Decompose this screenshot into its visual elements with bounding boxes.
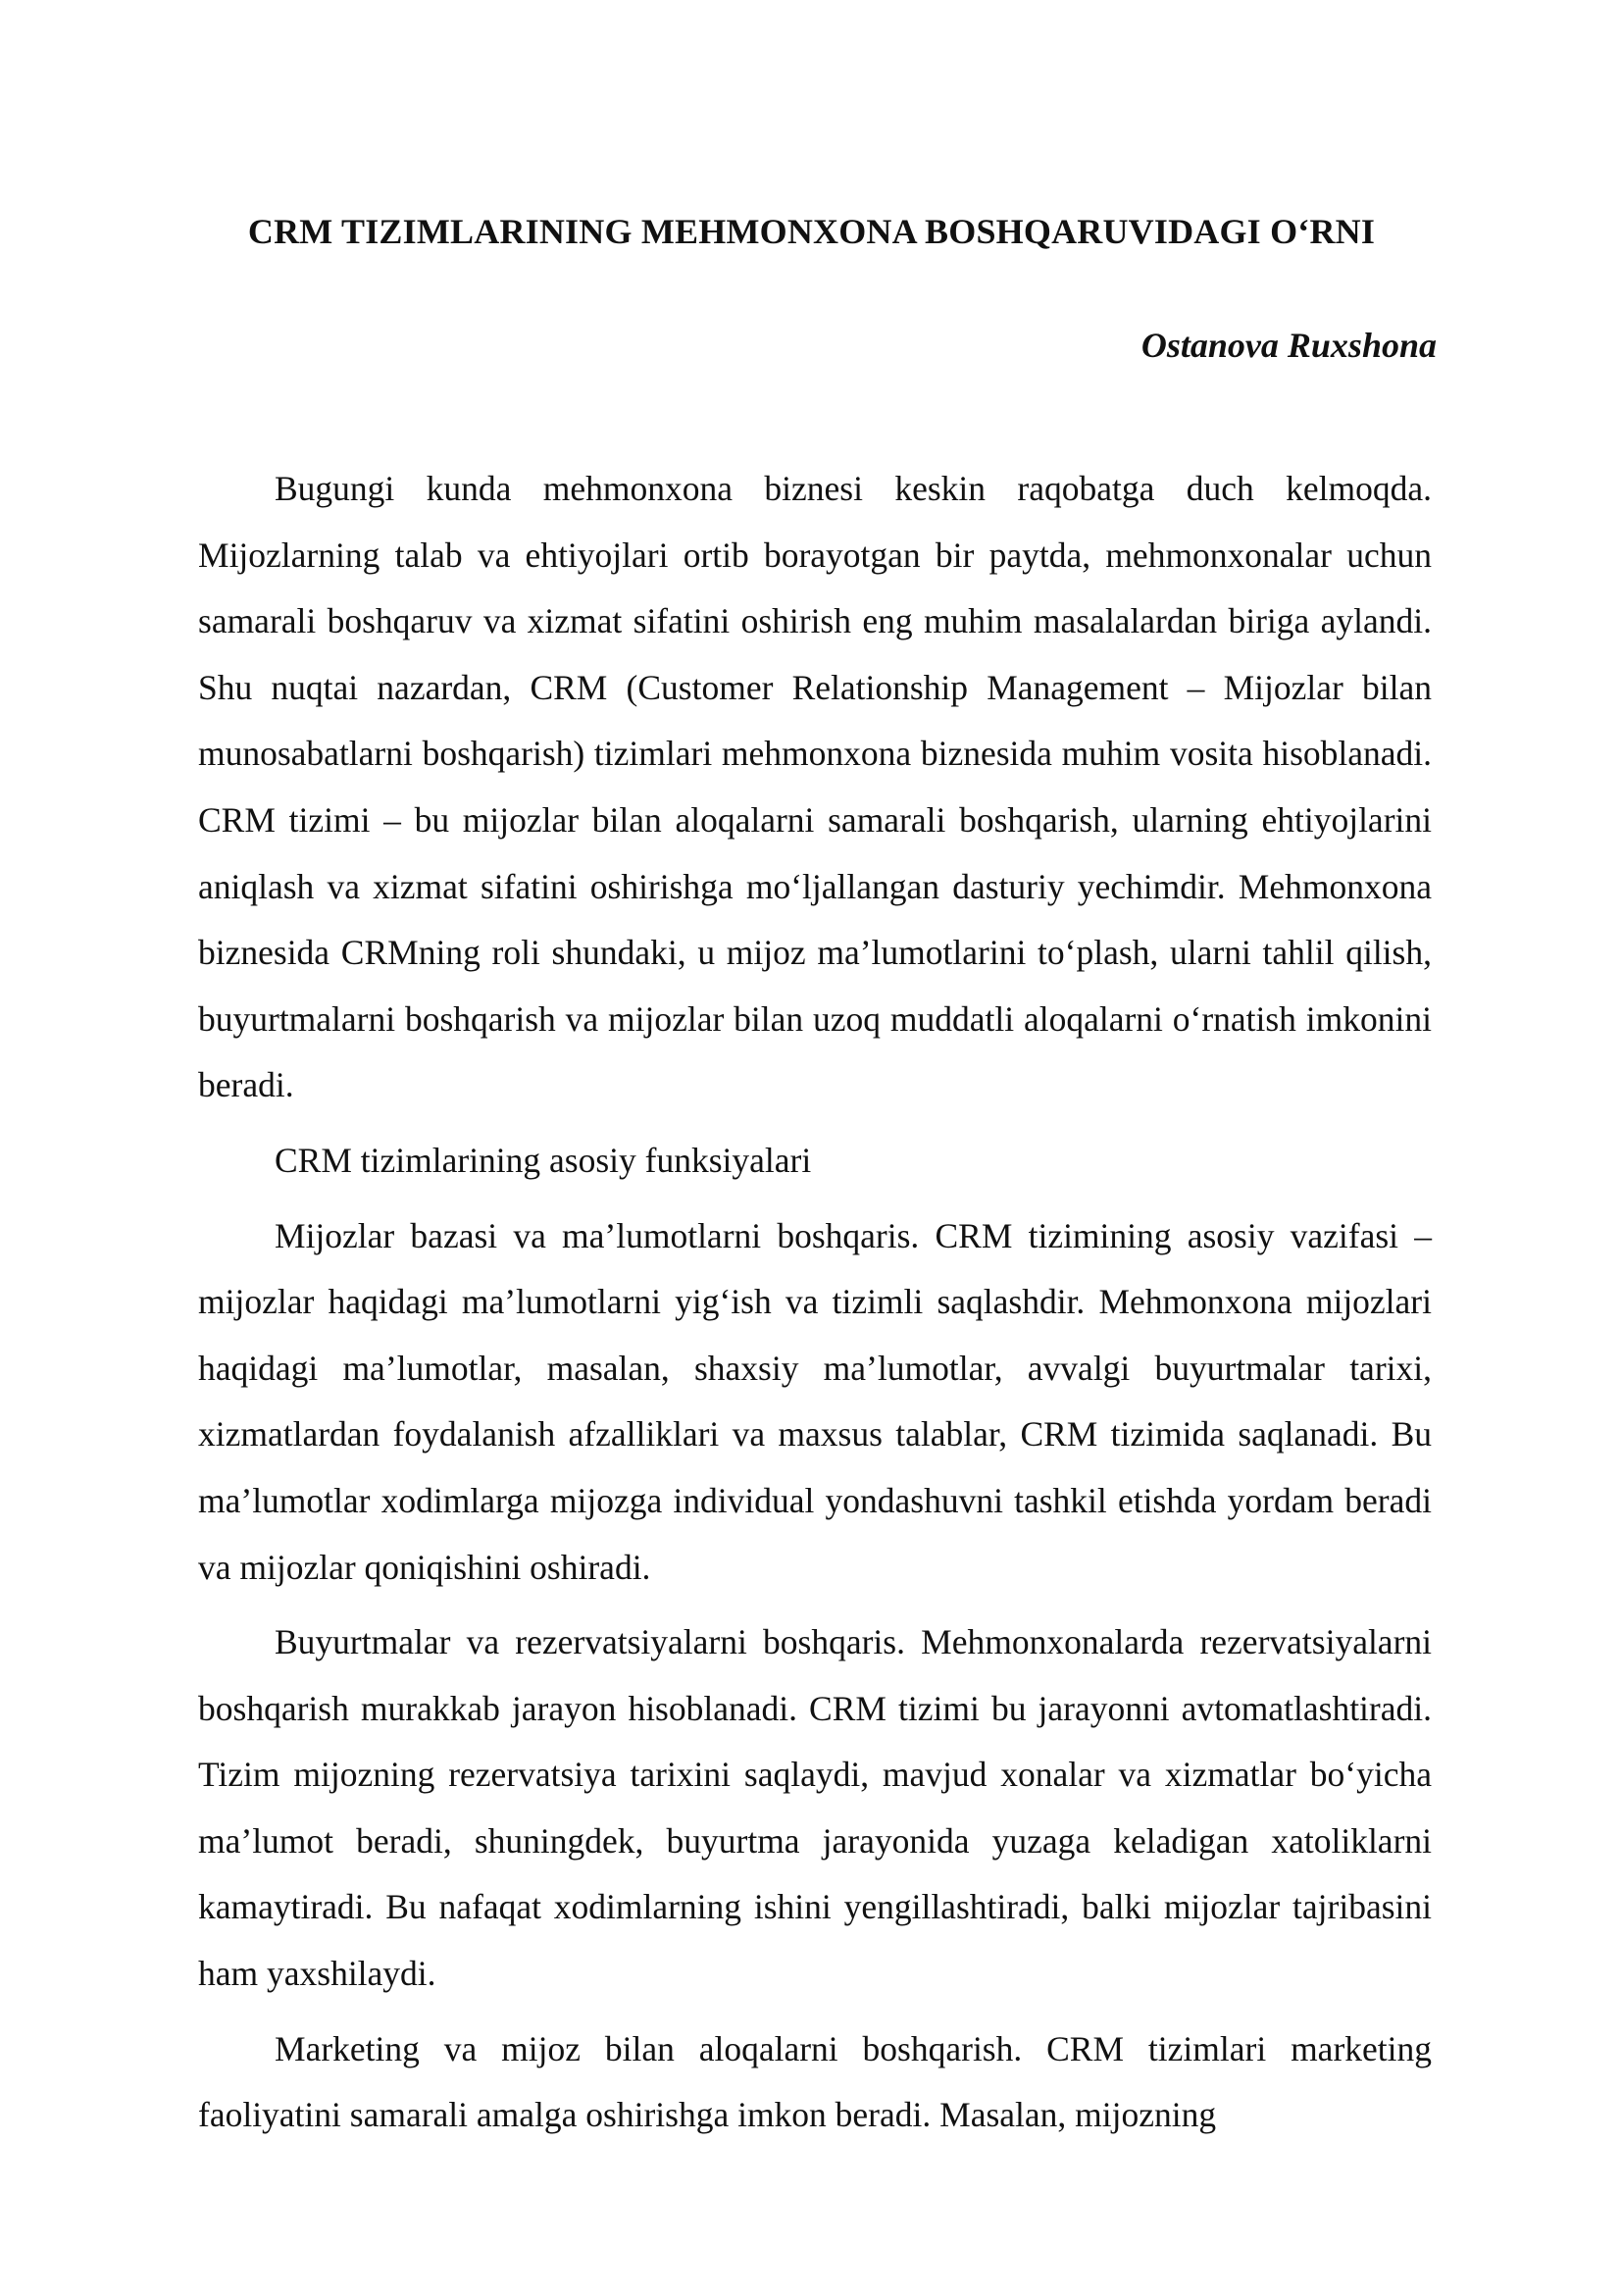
paragraph-customer-database: Mijozlar bazasi va ma’lumotlarni boshqaris. CRM tizimining asosiy vazifasi – mijozlar haqidagi ma’lumotlarni yig‘ish va tizimli saqlashdir. Mehmonxona mijozlari haqidagi ma’lumotlar, masalan, shaxsiy ma’lumotlar, avvalgi buyurtmalar tarixi, xizmatlardan foydalanish afzalliklari va maxsus talablar, CRM tizimida saqlanadi. Bu ma’lumotlar xodimlarga mijozga individual yondashuvni tashkil etishda yordam beradi va mijozlar qoniqishini oshiradi. — [198, 1215, 1432, 1587]
document-title: CRM TIZIMLARINING MEHMONXONA BOSHQARUVIDAGI O‘RNI — [247, 212, 1376, 251]
section-heading: CRM tizimlarining asosiy funksiyalari — [275, 1140, 812, 1180]
paragraph-marketing: Marketing va mijoz bilan aloqalarni boshqarish. CRM tizimlari marketing faoliyatini samarali amalga oshirishga imkon beradi. Masalan, mijozning — [198, 2028, 1432, 2135]
paragraph-introduction: Bugungi kunda mehmonxona biznesi keskin raqobatga duch kelmoqda. Mijozlarning talab va ehtiyojlari ortib borayotgan bir paytda, mehmonxonalar uchun samarali boshqaruv va xizmat sifatini oshirish eng muhim masalalardan biriga aylandi. Shu nuqtai nazardan, CRM (Customer Relationship Management – Mijozlar bilan munosabatlarni boshqarish) tizimlari mehmonxona biznesida muhim vosita hisoblanadi. CRM tizimi – bu mijozlar bilan aloqalarni samarali boshqarish, ularning ehtiyojlarini aniqlash va xizmat sifatini oshirishga mo‘ljallangan dasturiy yechimdir. Mehmonxona biznesida CRMning roli shundaki, u mijoz ma’lumotlarini to‘plash, ularni tahlil qilish, buyurtmalarni boshqarish va mijozlar bilan uzoq muddatli aloqalarni o‘rnatish imkonini beradi. — [198, 469, 1432, 1105]
document-body — [198, 456, 1432, 2158]
author-name: Ostanova Ruxshona — [1140, 326, 1437, 365]
paragraph-reservations: Buyurtmalar va rezervatsiyalarni boshqaris. Mehmonxonalarda rezervatsiyalarni boshqarish murakkab jarayon hisoblanadi. CRM tizimi bu jarayonni avtomatlashtiradi. Tizim mijozning rezervatsiya tarixini saqlaydi, mavjud xonalar va xizmatlar bo‘yicha ma’lumot beradi, shuningdek, buyurtma jarayonida yuzaga keladigan xatoliklarni kamaytiradi. Bu nafaqat xodimlarning ishini yengillashtiradi, balki mijozlar tajribasini ham yaxshilaydi. — [198, 1622, 1432, 1994]
